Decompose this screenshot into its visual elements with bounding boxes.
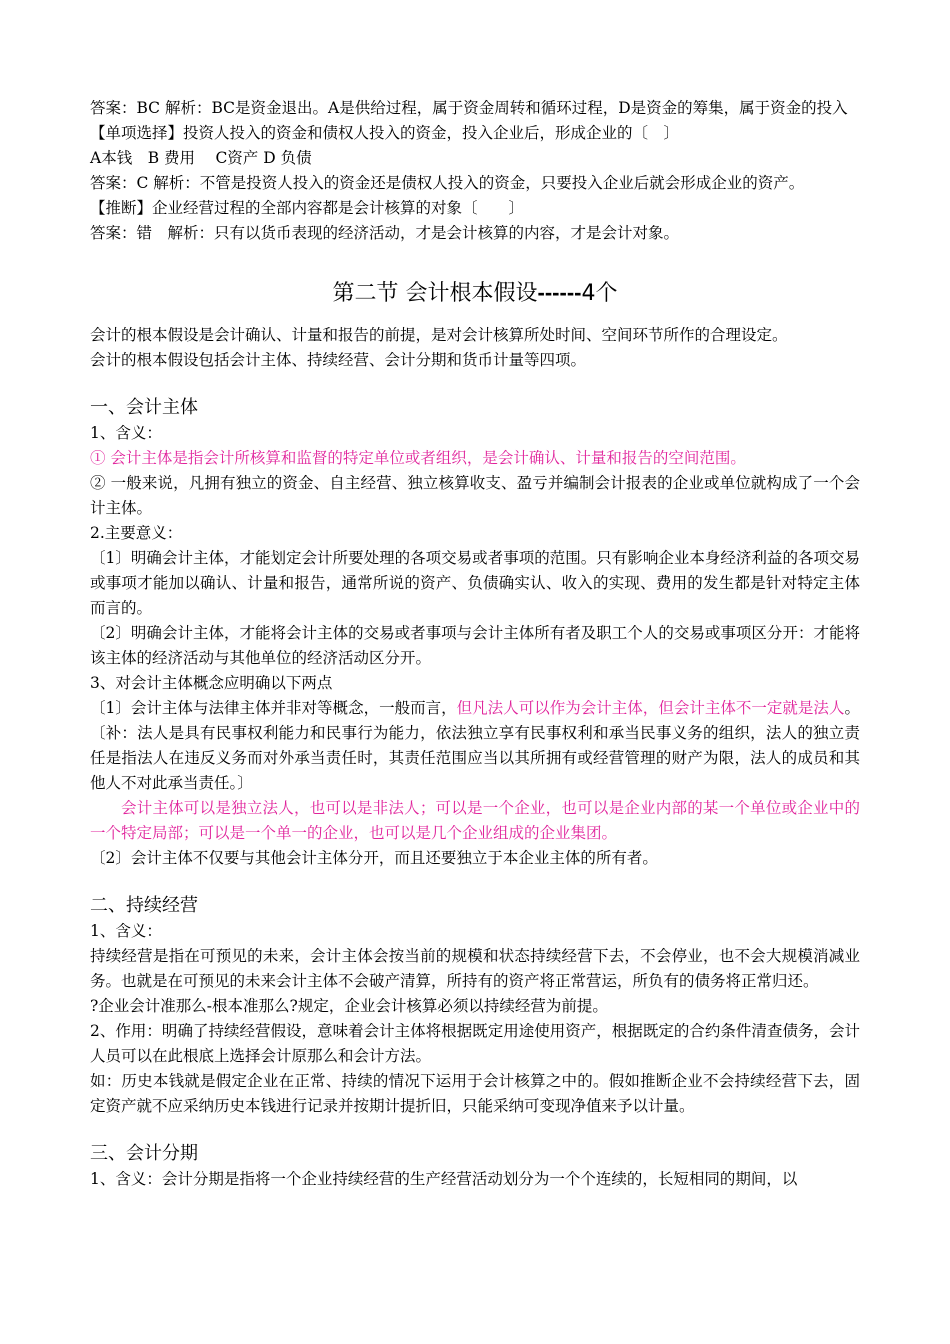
paragraph: 持续经营是指在可预见的未来，会计主体会按当前的规模和状态持续经营下去，不会停业，也不会大规模消减业务。也就是在可预见的未来会计主体不会破产清算，所持有的资产将正常营运，所负有的债务将正常归还。 — [90, 947, 860, 990]
paragraph: 1、含义：会计分期是指将一个企业持续经营的生产经营活动划分为一个个连续的，长短相同的期间，以 — [90, 1170, 798, 1188]
paragraph: ② 一般来说，凡拥有独立的资金、自主经营、独立核算收支、盈亏并编制会计报表的企业或单位就构成了一个会计主体。 — [90, 474, 860, 517]
paragraph: 〔1〕会计主体与法律主体并非对等概念，一般而言，但凡法人可以作为会计主体，但会计主体不一定就是法人。〔补：法人是具有民事权利能力和民事行为能力，依法独立享有民事权利和承当民事义务的组织，法人的独立责任是指法人在违反义务而对外承当责任时，其责任范围应当以其所拥有或经营管理的财产为限，法人的成员和其他人不对此承当责任。〕 — [90, 699, 860, 792]
options-line: A本钱 B 费用 C资产 D 负债 — [90, 149, 312, 167]
section-title: 第二节 会计根本假设------4个 — [332, 280, 618, 306]
intro-paragraph: 会计的根本假设是会计确认、计量和报告的前提，是对会计核算所处时间、空间环节所作的合理设定。 — [90, 326, 788, 344]
paragraph: 〔1〕明确会计主体，才能划定会计所要处理的各项交易或者事项的范围。只有影响企业本身经济利益的各项交易或事项才能加以确认、计量和报告，通常所说的资产、负债确实认、收入的实现、费用的发生都是针对特定主体而言的。 — [90, 549, 860, 617]
paragraph: 如：历史本钱就是假定企业在正常、持续的情况下运用于会计核算之中的。假如推断企业不会持续经营下去，固定资产就不应采纳历史本钱进行记录并按期计提折旧，只能采纳可变现净值来予以计量。 — [90, 1072, 860, 1115]
paragraph: 2、作用：明确了持续经营假设，意味着会计主体将根据既定用途使用资产，根据既定的合约条件清查债务，会计人员可以在此根底上选择会计原那么和会计方法。 — [90, 1022, 860, 1065]
question-line: 【推断】企业经营过程的全部内容都是会计核算的对象〔 〕 — [90, 199, 525, 217]
subheading: 1、含义： — [90, 922, 162, 940]
heading-accounting-period: 三、会计分期 — [90, 1143, 198, 1164]
question-line: 【单项选择】投资人投入的资金和债权人投入的资金，投入企业后，形成企业的〔 〕 — [90, 124, 680, 142]
subheading: 2.主要意义： — [90, 524, 183, 542]
highlight-text: 但凡法人可以作为会计主体，但会计主体不一定就是法人 — [456, 699, 845, 717]
paragraph: ?企业会计准那么-根本准那么?规定，企业会计核算必须以持续经营为前提。 — [90, 997, 608, 1015]
heading-entity: 一、会计主体 — [90, 397, 198, 418]
answer-line: 答案：错 解析：只有以货币表现的经济活动，才是会计核算的内容，才是会计对象。 — [90, 224, 680, 242]
paragraph: 〔2〕明确会计主体，才能将会计主体的交易或者事项与会计主体所有者及职工个人的交易或事项区分开：才能将该主体的经济活动与其他单位的经济活动区分开。 — [90, 624, 860, 667]
subheading: 1、含义： — [90, 424, 162, 442]
paragraph: 〔2〕会计主体不仅要与其他会计主体分开，而且还要独立于本企业主体的所有者。 — [90, 849, 658, 867]
highlight-paragraph: ① 会计主体是指会计所核算和监督的特定单位或者组织，是会计确认、计量和报告的空间范围。 — [90, 449, 746, 467]
document-page — [90, 96, 860, 1192]
highlight-paragraph: 会计主体可以是独立法人，也可以是非法人；可以是一个企业，也可以是企业内部的某一个单位或企业中的一个特定局部；可以是一个单一的企业，也可以是几个企业组成的企业集团。 — [90, 799, 860, 842]
subheading: 3、对会计主体概念应明确以下两点 — [90, 674, 333, 692]
answer-line: 答案：BC 解析：BC是资金退出。A是供给过程，属于资金周转和循环过程，D是资金的筹集，属于资金的投入 — [90, 99, 848, 117]
intro-paragraph: 会计的根本假设包括会计主体、持续经营、会计分期和货币计量等四项。 — [90, 351, 587, 369]
heading-going-concern: 二、持续经营 — [90, 895, 198, 916]
answer-line: 答案：C 解析：不管是投资人投入的资金还是债权人投入的资金，只要投入企业后就会形成企业的资产。 — [90, 174, 805, 192]
